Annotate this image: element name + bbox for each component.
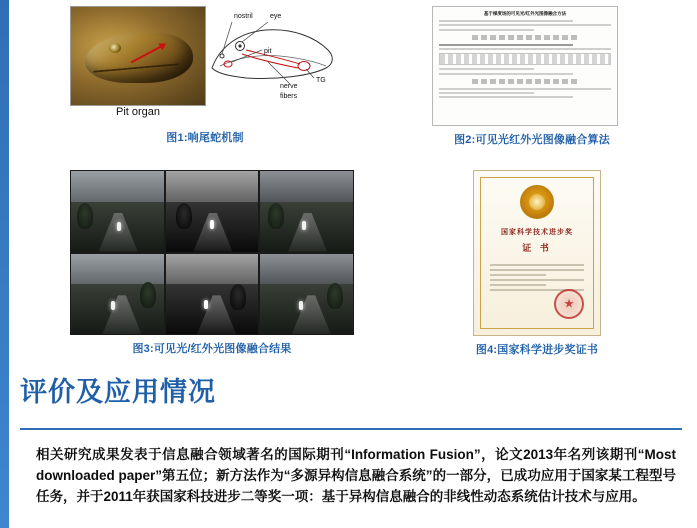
paper-equation: [472, 35, 579, 40]
official-seal-icon: [554, 289, 584, 319]
figure-2-caption: 图2:可见光红外光图像融合算法: [454, 134, 610, 146]
snake-head-photo: [70, 6, 206, 106]
fusion-cell-fused-1: [260, 171, 353, 252]
fusion-cell-visible-2: [71, 254, 164, 335]
label-nerve: nerve: [280, 83, 298, 90]
pit-organ-label: Pit organ: [115, 106, 161, 118]
certificate-title: 国家科学技术进步奖: [501, 229, 573, 236]
snake-anatomy-diagram: [206, 6, 340, 106]
title-divider: [20, 428, 682, 430]
paper-text-line: [439, 24, 611, 26]
paper-text-line: [439, 20, 573, 22]
algorithm-paper-image: [432, 6, 618, 126]
label-eye: eye: [270, 13, 282, 20]
certificate-subtitle: 证 书: [522, 243, 552, 253]
fusion-results-grid: [70, 170, 354, 335]
snake-anatomy-svg: [206, 6, 340, 106]
paper-text-line: [439, 44, 573, 46]
national-emblem-icon: [520, 185, 554, 219]
figure-4-caption: 图4:国家科学进步奖证书: [475, 344, 599, 356]
paper-text-line: [439, 88, 611, 90]
paper-text-line: [439, 68, 534, 70]
figure-3-caption: 图3:可见光/红外光图像融合结果: [132, 343, 292, 355]
paper-equation-box: [439, 53, 611, 65]
paper-text-line: [439, 29, 534, 31]
paper-title: 基于梯度场的可见光/红外光图像融合方法: [483, 11, 567, 16]
fusion-cell-infrared-2: [166, 254, 259, 335]
fusion-cell-visible-1: [71, 171, 164, 252]
certificate-image: [473, 170, 601, 336]
label-pit: pit: [264, 48, 272, 55]
figure-4: [452, 170, 622, 357]
label-fibers: fibers: [280, 93, 298, 100]
fusion-cell-fused-2: [260, 254, 353, 335]
figure-1-image: [70, 6, 340, 124]
figure-1: [70, 6, 340, 145]
label-nostril: nostril: [234, 13, 253, 20]
body-paragraph: 相关研究成果发表于信息融合领域著名的国际期刊“Information Fusion”，论文2013年名列该期刊“Most downloaded paper”第五位；新方法作为“多源异构信息融合系统”的一部分，已成功应用于国家某工程型号任务，并于2011年获国家科技进步二等奖一项：基于异构信息融合的非线性动态系统估计技术与应用。: [36, 447, 676, 504]
paper-text-line: [439, 92, 534, 94]
paper-text-line: [439, 48, 611, 50]
figure-1-caption: 图1:响尾蛇机制: [166, 132, 244, 144]
label-tg: TG: [316, 77, 326, 84]
paper-equation: [472, 79, 579, 84]
paper-text-line: [439, 73, 573, 75]
figure-2: [432, 6, 632, 147]
paper-text-line: [439, 96, 573, 98]
page-title: 评价及应用情况: [20, 377, 216, 407]
snake-eye: [109, 43, 121, 53]
left-accent-bar: [0, 0, 9, 528]
figure-3: [70, 170, 354, 356]
fusion-cell-infrared-1: [166, 171, 259, 252]
